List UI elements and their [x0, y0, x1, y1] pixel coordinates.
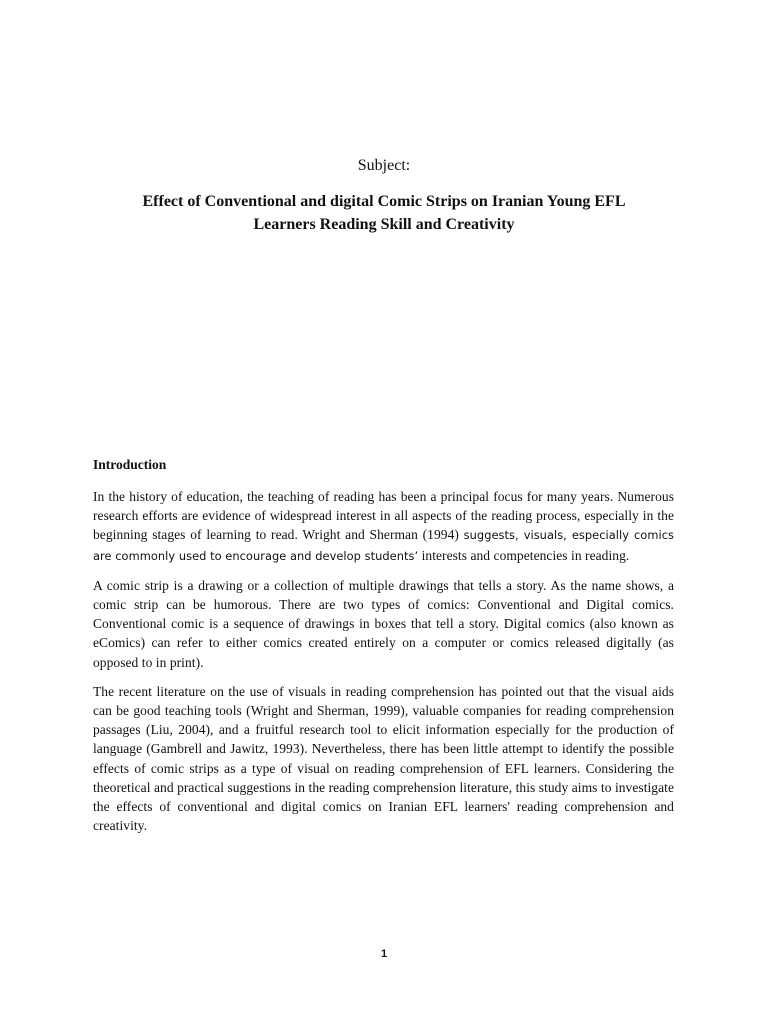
- paragraph-2: A comic strip is a drawing or a collection of multiple drawings that tells a story. As the name shows, a comic strip can be humorous. There are two types of comics: Conventional and Digital comics. Conventional comic is a sequence of drawings in boxes that tell a story. Digital comics (also known as eComics) can refer to either comics created entirely on a computer or comics released digitally (as opposed to in print).: [93, 577, 674, 670]
- title-line-2: Learners Reading Skill and Creativity: [253, 215, 515, 233]
- page-number: 1: [380, 948, 388, 960]
- paragraph-1-part-2: suggests, visuals, especially comics are commonly used to encourage and develop students’: [93, 528, 674, 563]
- document-title: [90, 191, 678, 236]
- introduction-section: [93, 456, 674, 845]
- paragraph-3: The recent literature on the use of visuals in reading comprehension has pointed out that the visual aids can be good teaching tools (Wright and Sherman, 1999), valuable companies for reading comprehension passages (Liu, 2004), and a fruitful research tool to elicit information especially for the production of language (Gambrell and Jawitz, 1993). Nevertheless, there has been little attempt to identify the possible effects of comic strips as a type of visual on reading comprehension of EFL learners. Considering the theoretical and practical suggestions in the reading comprehension literature, this study aims to investigate the effects of conventional and digital comics on Iranian EFL learners' reading comprehension and creativity.: [93, 683, 674, 834]
- paragraph-1-part-1: In the history of education, the teaching of reading has been a principal focus for many years. Numerous research efforts are evidence of widespread interest in all aspects of the reading process, especially in the beginning stages of learning to read. Wright and Sherman (1994): [93, 489, 674, 543]
- title-line-1: Effect of Conventional and digital Comic Strips on Iranian Young EFL: [142, 193, 626, 210]
- paragraph-1: [93, 487, 674, 566]
- paragraph-1-part-3: interests and competencies in reading.: [418, 547, 630, 563]
- subject-label: Subject:: [357, 157, 411, 174]
- section-heading: Introduction: [93, 457, 167, 472]
